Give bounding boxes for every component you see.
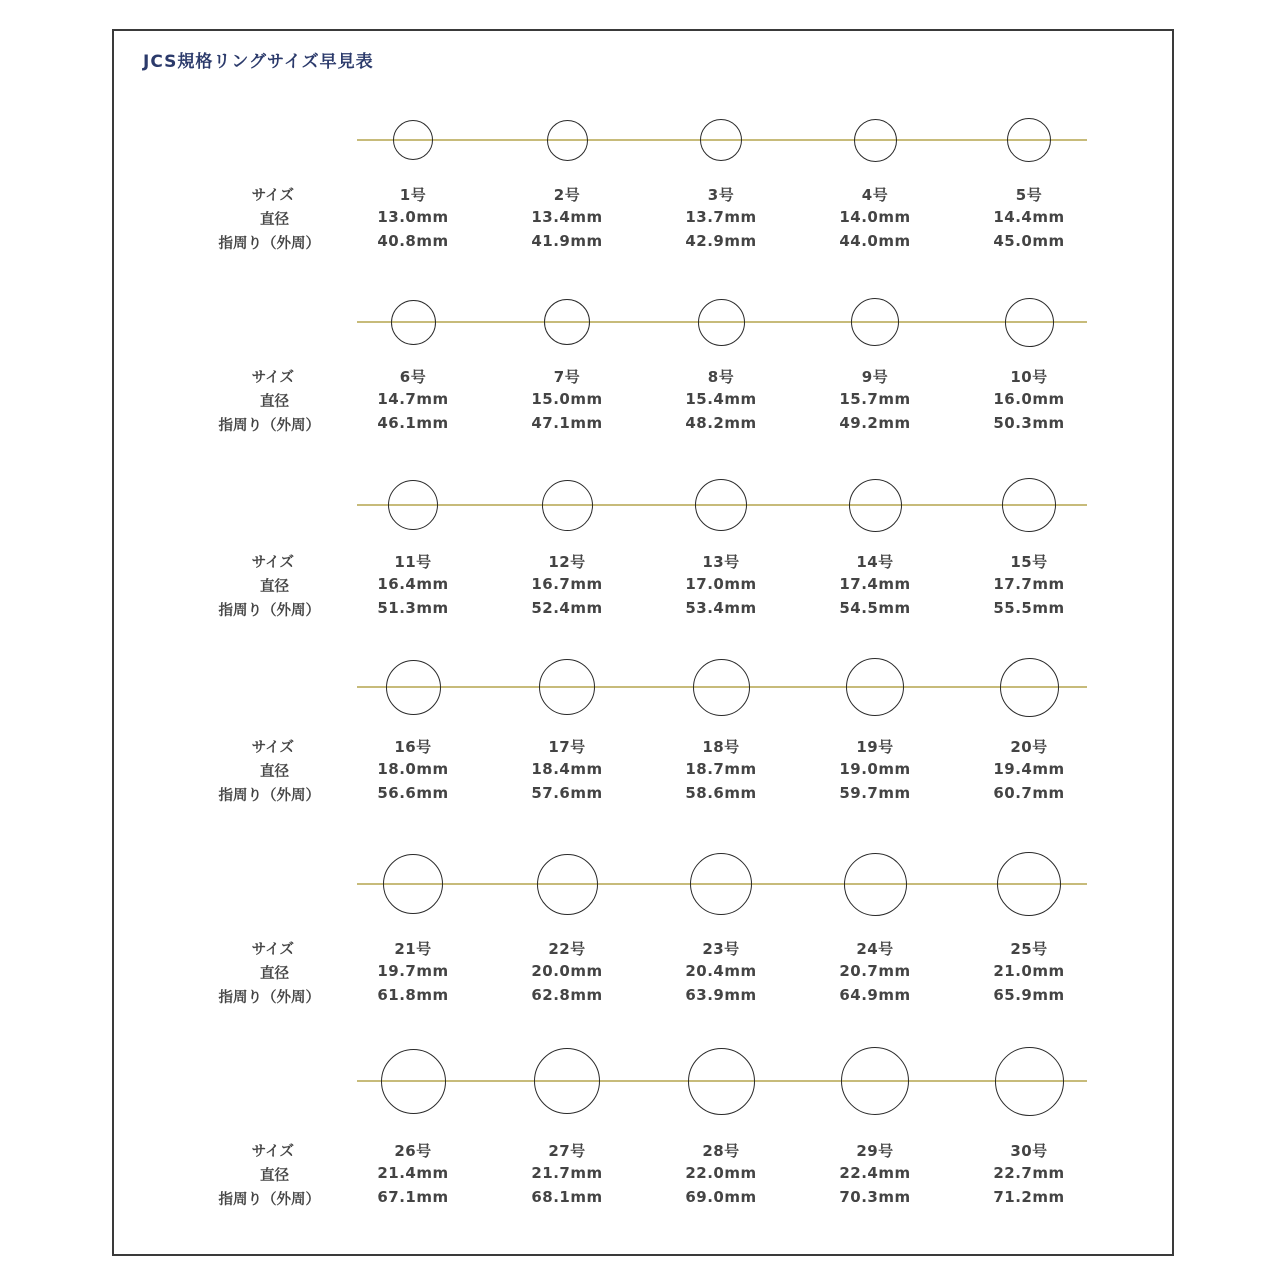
ring-diameter-value: 21.4mm xyxy=(377,1164,449,1182)
ring-size-number: 8号 xyxy=(707,368,735,386)
label-circumference: 指周り（外周） xyxy=(218,236,320,252)
label-size: サイズ xyxy=(251,555,294,571)
ring-diameter-value: 14.4mm xyxy=(993,208,1065,226)
ring-circle xyxy=(381,1049,446,1114)
label-diameter: 直径 xyxy=(260,394,289,410)
ring-circle xyxy=(841,1047,909,1115)
ring-circumference-value: 48.2mm xyxy=(685,414,757,432)
ring-circle xyxy=(844,853,907,916)
ring-circle xyxy=(542,480,593,531)
ring-diameter-value: 17.4mm xyxy=(839,575,911,593)
ring-size-number: 11号 xyxy=(394,553,432,571)
label-circumference: 指周り（外周） xyxy=(218,603,320,619)
ring-diameter-value: 13.7mm xyxy=(685,208,757,226)
ring-diameter-value: 22.0mm xyxy=(685,1164,757,1182)
ring-diameter-value: 20.7mm xyxy=(839,962,911,980)
ring-diameter-value: 22.4mm xyxy=(839,1164,911,1182)
label-size: サイズ xyxy=(251,1144,294,1160)
ring-size-number: 7号 xyxy=(553,368,581,386)
ring-size-number: 30号 xyxy=(1010,1142,1048,1160)
ring-diameter-value: 15.0mm xyxy=(531,390,603,408)
ring-size-number: 14号 xyxy=(856,553,894,571)
ring-diameter-value: 20.0mm xyxy=(531,962,603,980)
ring-circle xyxy=(997,852,1061,916)
ring-size-number: 29号 xyxy=(856,1142,894,1160)
ring-circumference-value: 44.0mm xyxy=(839,232,911,250)
ring-circumference-value: 59.7mm xyxy=(839,784,911,802)
ring-circle xyxy=(693,659,750,716)
ring-diameter-value: 16.4mm xyxy=(377,575,449,593)
ring-circumference-value: 56.6mm xyxy=(377,784,449,802)
ring-size-number: 23号 xyxy=(702,940,740,958)
ring-circumference-value: 46.1mm xyxy=(377,414,449,432)
ring-diameter-value: 17.7mm xyxy=(993,575,1065,593)
label-diameter: 直径 xyxy=(260,966,289,982)
ring-circle xyxy=(547,120,588,161)
ring-diameter-value: 18.4mm xyxy=(531,760,603,778)
ring-diameter-value: 16.0mm xyxy=(993,390,1065,408)
ring-circle xyxy=(1007,118,1051,162)
ring-circumference-value: 45.0mm xyxy=(993,232,1065,250)
label-circumference: 指周り（外周） xyxy=(218,990,320,1006)
ring-circle xyxy=(846,658,904,716)
ring-circumference-value: 40.8mm xyxy=(377,232,449,250)
ring-size-number: 20号 xyxy=(1010,738,1048,756)
ring-circumference-value: 55.5mm xyxy=(993,599,1065,617)
ring-diameter-value: 14.0mm xyxy=(839,208,911,226)
label-circumference: 指周り（外周） xyxy=(218,788,320,804)
ring-diameter-value: 14.7mm xyxy=(377,390,449,408)
ring-circle xyxy=(388,480,438,530)
ring-circle xyxy=(544,299,590,345)
ring-circle xyxy=(688,1048,755,1115)
ring-circle xyxy=(383,854,443,914)
ring-diameter-value: 13.0mm xyxy=(377,208,449,226)
ring-circumference-value: 62.8mm xyxy=(531,986,603,1004)
ring-size-number: 5号 xyxy=(1015,186,1043,204)
label-circumference: 指周り（外周） xyxy=(218,418,320,434)
ring-circumference-value: 65.9mm xyxy=(993,986,1065,1004)
ring-size-number: 16号 xyxy=(394,738,432,756)
ring-size-number: 19号 xyxy=(856,738,894,756)
ring-circumference-value: 71.2mm xyxy=(993,1188,1065,1206)
ring-circumference-value: 69.0mm xyxy=(685,1188,757,1206)
ring-diameter-value: 13.4mm xyxy=(531,208,603,226)
ring-diameter-value: 15.4mm xyxy=(685,390,757,408)
ring-size-number: 25号 xyxy=(1010,940,1048,958)
ring-circumference-value: 53.4mm xyxy=(685,599,757,617)
ring-circumference-value: 54.5mm xyxy=(839,599,911,617)
ring-diameter-value: 22.7mm xyxy=(993,1164,1065,1182)
label-diameter: 直径 xyxy=(260,579,289,595)
ring-diameter-value: 21.0mm xyxy=(993,962,1065,980)
ring-diameter-value: 17.0mm xyxy=(685,575,757,593)
ring-circumference-value: 41.9mm xyxy=(531,232,603,250)
ring-size-number: 6号 xyxy=(399,368,427,386)
page-title: JCS規格リングサイズ早見表 xyxy=(143,52,374,72)
ring-circle xyxy=(698,299,745,346)
ring-circumference-value: 42.9mm xyxy=(685,232,757,250)
ring-size-number: 2号 xyxy=(553,186,581,204)
ring-circumference-value: 70.3mm xyxy=(839,1188,911,1206)
label-size: サイズ xyxy=(251,188,294,204)
ring-size-number: 24号 xyxy=(856,940,894,958)
ring-size-number: 3号 xyxy=(707,186,735,204)
ring-circumference-value: 51.3mm xyxy=(377,599,449,617)
ring-circle xyxy=(695,479,747,531)
ring-circle xyxy=(700,119,742,161)
ring-circle xyxy=(534,1048,600,1114)
ring-circle xyxy=(1005,298,1054,347)
ring-circle xyxy=(537,854,598,915)
ring-circle xyxy=(539,659,595,715)
ring-size-number: 26号 xyxy=(394,1142,432,1160)
ring-diameter-value: 21.7mm xyxy=(531,1164,603,1182)
ring-circumference-value: 50.3mm xyxy=(993,414,1065,432)
ring-size-number: 12号 xyxy=(548,553,586,571)
ring-diameter-value: 20.4mm xyxy=(685,962,757,980)
ring-circle xyxy=(1000,658,1059,717)
ring-circumference-value: 58.6mm xyxy=(685,784,757,802)
ring-size-number: 27号 xyxy=(548,1142,586,1160)
ring-size-number: 4号 xyxy=(861,186,889,204)
ring-size-number: 28号 xyxy=(702,1142,740,1160)
ring-size-number: 13号 xyxy=(702,553,740,571)
ring-diameter-value: 16.7mm xyxy=(531,575,603,593)
ring-circle xyxy=(690,853,752,915)
label-size: サイズ xyxy=(251,942,294,958)
ring-size-number: 15号 xyxy=(1010,553,1048,571)
label-diameter: 直径 xyxy=(260,212,289,228)
ring-size-number: 10号 xyxy=(1010,368,1048,386)
label-diameter: 直径 xyxy=(260,764,289,780)
ring-circle xyxy=(1002,478,1056,532)
ring-diameter-value: 15.7mm xyxy=(839,390,911,408)
ring-size-number: 22号 xyxy=(548,940,586,958)
ring-circle xyxy=(995,1047,1064,1116)
ring-circle xyxy=(386,660,441,715)
ring-circle xyxy=(851,298,899,346)
ring-size-number: 9号 xyxy=(861,368,889,386)
ring-circle xyxy=(391,300,436,345)
ring-size-number: 1号 xyxy=(399,186,427,204)
ring-circumference-value: 57.6mm xyxy=(531,784,603,802)
label-size: サイズ xyxy=(251,370,294,386)
label-diameter: 直径 xyxy=(260,1168,289,1184)
ring-size-number: 18号 xyxy=(702,738,740,756)
ring-circumference-value: 64.9mm xyxy=(839,986,911,1004)
ring-circumference-value: 60.7mm xyxy=(993,784,1065,802)
ring-circle xyxy=(849,479,902,532)
ring-size-number: 21号 xyxy=(394,940,432,958)
ring-circle xyxy=(393,120,433,160)
ring-diameter-value: 18.7mm xyxy=(685,760,757,778)
ring-diameter-value: 18.0mm xyxy=(377,760,449,778)
ring-circumference-value: 61.8mm xyxy=(377,986,449,1004)
ring-circle xyxy=(854,119,897,162)
ring-diameter-value: 19.4mm xyxy=(993,760,1065,778)
ring-size-number: 17号 xyxy=(548,738,586,756)
ring-circumference-value: 63.9mm xyxy=(685,986,757,1004)
label-circumference: 指周り（外周） xyxy=(218,1192,320,1208)
ring-circumference-value: 67.1mm xyxy=(377,1188,449,1206)
ring-circumference-value: 68.1mm xyxy=(531,1188,603,1206)
ring-circumference-value: 49.2mm xyxy=(839,414,911,432)
ring-diameter-value: 19.0mm xyxy=(839,760,911,778)
ring-circumference-value: 47.1mm xyxy=(531,414,603,432)
ring-circumference-value: 52.4mm xyxy=(531,599,603,617)
ring-diameter-value: 19.7mm xyxy=(377,962,449,980)
label-size: サイズ xyxy=(251,740,294,756)
